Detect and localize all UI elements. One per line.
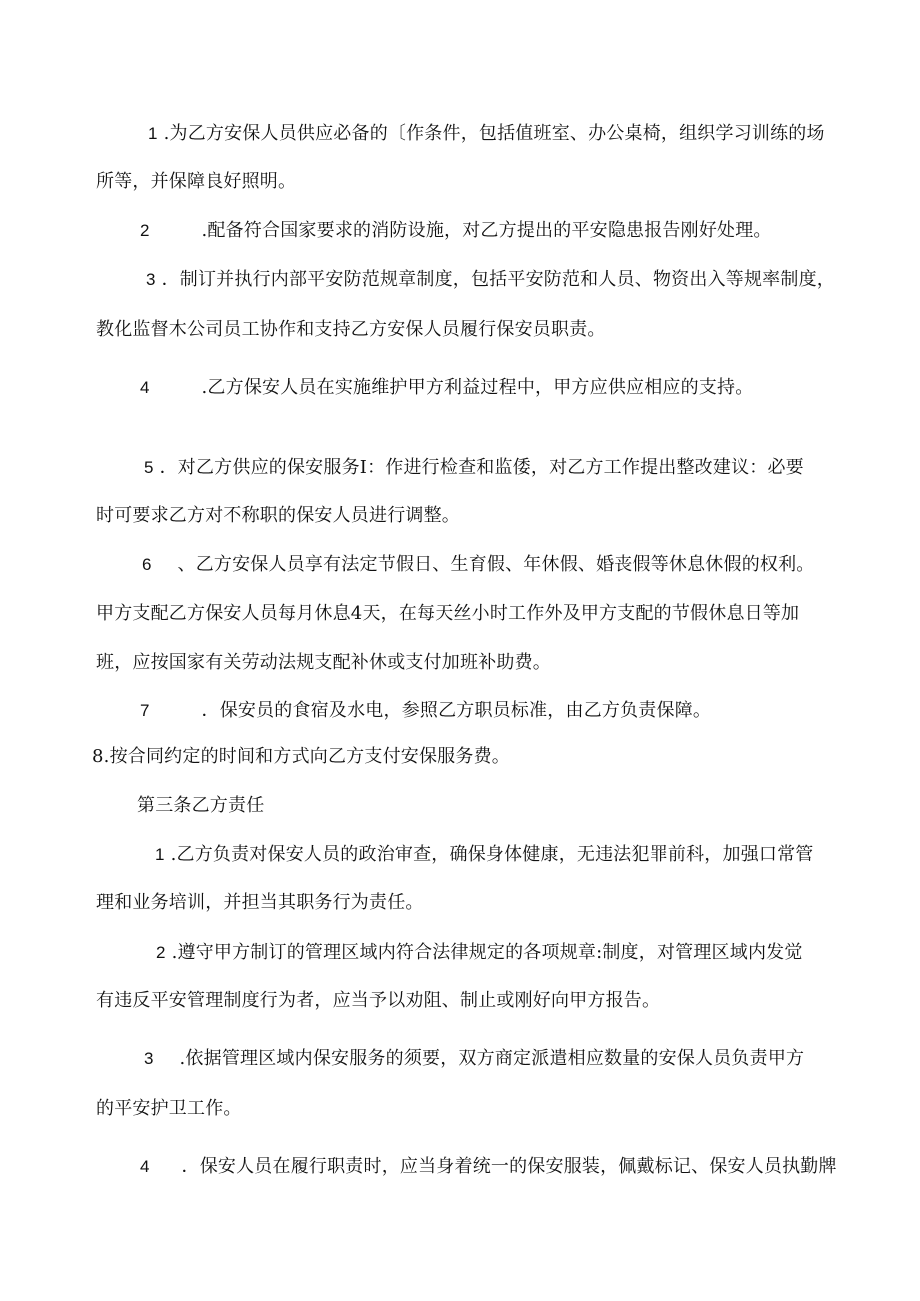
paragraph-line [140,699,711,723]
line-text: 8.按合同约定的时间和方式向乙方支付安保服务费。 [92,746,510,767]
line-text: .依据管理区域内保安服务的须要，双方商定派遣相应数量的安保人员负责甲方 [179,1048,805,1069]
item-number: 3 [144,1049,154,1068]
line-text: 教化监督木公司员工协作和支持乙方安保人员履行保安员职责。 [96,319,606,340]
item-number: 3 [146,270,156,289]
line-text: 甲方支配乙方保安人员每月休息4天，在每天丝小时工作外及甲方支配的节假休息日等加 [96,603,800,624]
item-number: 4 [140,378,150,397]
item-number: 4 [140,1157,150,1176]
paragraph-line [96,989,660,1013]
paragraph-line [146,268,835,292]
section-heading [137,794,264,818]
line-text: 班，应按国家有关劳动法规支配补休或支付加班补助费。 [96,652,551,673]
line-text: ．制订并执行内部平安防范规章制度，包括平安防范和人员、物资出入等规率制度， [161,269,835,290]
line-text: .配备符合国家要求的消防设施，对乙方提出的平安隐患报告刚好处理。 [201,220,772,241]
line-text: 、乙方安保人员享有法定节假日、生育假、年休假、婚丧假等休息休假的权利。 [177,554,815,575]
paragraph-line [96,170,296,194]
line-text: 理和业务培训，并担当其职务行为责任。 [96,892,424,913]
item-number: 2 [140,221,150,240]
paragraph-line [144,1047,804,1071]
line-text: .为乙方安保人员供应必备的〔作条件，包括值班室、办公桌椅，组织学习训练的场 [163,123,825,144]
item-number: 1 [148,124,158,143]
line-text: ．保安人员在履行职责时，应当身着统一的保安服装，佩戴标记、保安人员执勤牌 [181,1156,837,1177]
paragraph-line [96,318,606,342]
paragraph-line [155,843,814,867]
paragraph-line [96,602,799,626]
paragraph-line [96,1097,242,1121]
paragraph-line [156,941,803,965]
paragraph-line [140,1155,837,1179]
paragraph-line [96,504,460,528]
heading-text: 第三条乙方责任 [137,795,265,816]
item-number: 2 [156,943,166,962]
paragraph-line [144,456,804,480]
paragraph-line [140,219,772,243]
paragraph-line [142,553,815,577]
paragraph-line [96,891,424,915]
item-number: 5 [144,458,154,477]
paragraph-line [148,122,825,146]
line-text: 所等，并保障良好照明。 [96,171,297,192]
line-text: .遵守甲方制订的管理区域内符合法律规定的各项规章:制度，对管理区域内发觉 [171,942,803,963]
paragraph-line [92,745,510,769]
paragraph-line [96,651,551,675]
line-text: 时可要求乙方对不称职的保安人员进行调整。 [96,505,460,526]
line-text: 有违反平安管理制度行为者，应当予以劝阻、制止或刚好向甲方报告。 [96,990,661,1011]
line-text: ．保安员的食宿及水电，参照乙方职员标准，由乙方负责保障。 [201,700,712,721]
line-text: .乙方负责对保安人员的政治审查，确保身体健康，无违法犯罪前科，加强口常管 [170,844,814,865]
line-text: ．对乙方供应的保安服务I：作进行检查和监倭，对乙方工作提出整改建议：必要 [159,457,804,478]
line-text: .乙方保安人员在实施维护甲方利益过程中，甲方应供应相应的支持。 [201,377,754,398]
paragraph-line [140,376,753,400]
item-number: 1 [155,845,165,864]
item-number: 7 [140,701,150,720]
item-number: 6 [142,555,152,574]
line-text: 的平安护卫工作。 [96,1098,242,1119]
